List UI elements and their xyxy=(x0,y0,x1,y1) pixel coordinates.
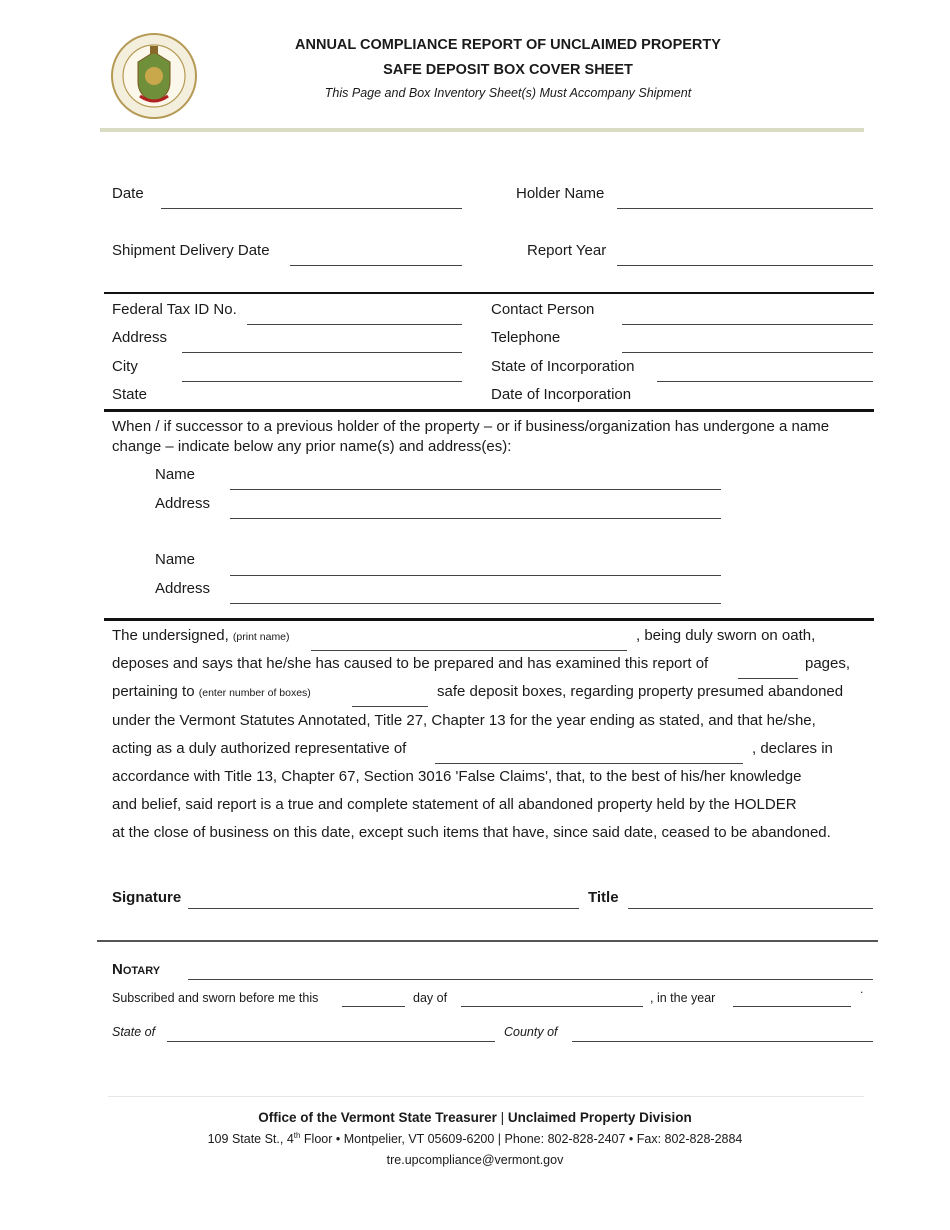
shipment-instruction: This Page and Box Inventory Sheet(s) Must Accompany Shipment xyxy=(324,86,692,100)
affidavit-sworn-text: , being duly sworn on oath, xyxy=(636,627,816,644)
signature-field[interactable] xyxy=(188,908,579,909)
city-field[interactable] xyxy=(182,381,462,382)
section-rule-2 xyxy=(104,409,874,412)
federal-tax-id-label: Federal Tax ID No. xyxy=(112,301,237,318)
footer-address-a: 109 State St., 4 xyxy=(207,1132,294,1147)
box-count-hint: (enter number of boxes) xyxy=(198,687,311,699)
footer-address-b: Floor • Montpelier, VT 05609-6200 | Phone: 802-828-2407 • Fax: 802-828-2884 xyxy=(300,1132,743,1147)
holder-name-label: Holder Name xyxy=(516,185,605,202)
prior-name-field-2[interactable] xyxy=(230,575,721,576)
title-label: Title xyxy=(588,889,619,906)
address-field[interactable] xyxy=(182,352,462,353)
pertaining-to-text: pertaining to xyxy=(112,683,195,700)
print-name-field[interactable] xyxy=(311,650,627,651)
signature-label: Signature xyxy=(112,889,182,906)
prior-address-label-1: Address xyxy=(155,495,211,512)
affidavit-line-2: deposes and says that he/she has caused to be prepared and has examined this report of xyxy=(112,655,709,672)
affidavit-line-3 xyxy=(112,683,311,700)
state-label: State xyxy=(112,386,148,403)
footer-office-line xyxy=(100,1110,850,1125)
shipment-delivery-date-label: Shipment Delivery Date xyxy=(112,242,270,259)
prior-name-label-2: Name xyxy=(155,551,196,568)
notary-seal-field[interactable] xyxy=(188,979,873,980)
footer-email[interactable]: tre.upcompliance@vermont.gov xyxy=(386,1153,564,1167)
affidavit-line-5: acting as a duly authorized representative of xyxy=(112,740,407,757)
city-label: City xyxy=(112,358,138,375)
notary-county-field[interactable] xyxy=(572,1041,873,1042)
notary-divider xyxy=(97,940,878,942)
section-rule-1 xyxy=(104,292,874,294)
federal-tax-id-field[interactable] xyxy=(247,324,462,325)
affidavit-line-1 xyxy=(112,627,290,644)
in-the-year-text: , in the year xyxy=(650,991,716,1005)
prior-address-field-2[interactable] xyxy=(230,603,721,604)
state-of-incorporation-label: State of Incorporation xyxy=(491,358,635,375)
notary-label: Notary xyxy=(112,961,161,978)
prior-name-field-1[interactable] xyxy=(230,489,721,490)
report-year-label: Report Year xyxy=(527,242,607,259)
footer-address-sup: th xyxy=(293,1131,301,1140)
county-of-label: County of xyxy=(504,1025,558,1039)
period-mark: . xyxy=(860,982,864,996)
footer-office: Office of the Vermont State Treasurer xyxy=(258,1110,497,1125)
affidavit-line-7: and belief, said report is a true and complete statement of all abandoned property held by the HOLDER xyxy=(112,796,797,813)
affidavit-line-8: at the close of business on this date, except such items that have, since said date, ceased to be abandoned. xyxy=(112,824,831,841)
state-of-label: State of xyxy=(112,1025,156,1039)
contact-person-field[interactable] xyxy=(622,324,873,325)
state-of-incorporation-field[interactable] xyxy=(657,381,873,382)
date-label: Date xyxy=(112,185,144,202)
notary-year-field[interactable] xyxy=(733,1006,851,1007)
telephone-label: Telephone xyxy=(491,329,561,346)
declares-in-text: , declares in xyxy=(752,740,833,757)
notary-state-field[interactable] xyxy=(167,1041,495,1042)
report-title: ANNUAL COMPLIANCE REPORT OF UNCLAIMED PROPERTY xyxy=(295,37,721,53)
report-subtitle: SAFE DEPOSIT BOX COVER SHEET xyxy=(383,62,633,78)
successor-instruction-2: change – indicate below any prior name(s) and address(es): xyxy=(112,438,512,455)
prior-name-label-1: Name xyxy=(155,466,196,483)
subscribed-text: Subscribed and sworn before me this xyxy=(112,991,319,1005)
prior-address-field-1[interactable] xyxy=(230,518,721,519)
telephone-field[interactable] xyxy=(622,352,873,353)
footer-division: Unclaimed Property Division xyxy=(507,1110,692,1125)
print-name-hint: (print name) xyxy=(232,631,290,643)
holder-name-field[interactable] xyxy=(617,208,873,209)
title-field[interactable] xyxy=(628,908,873,909)
shipment-delivery-date-field[interactable] xyxy=(290,265,462,266)
representative-of-field[interactable] xyxy=(435,763,743,764)
successor-instruction-1: When / if successor to a previous holder of the property – or if business/organization has undergone a name xyxy=(112,418,830,435)
section-rule-3 xyxy=(104,618,874,621)
box-count-field[interactable] xyxy=(352,706,428,707)
report-year-field[interactable] xyxy=(617,265,873,266)
date-field[interactable] xyxy=(161,208,462,209)
affidavit-line-4: under the Vermont Statutes Annotated, Title 27, Chapter 13 for the year ending as stated, and that he/she, xyxy=(112,712,816,729)
footer-address-line xyxy=(100,1131,850,1146)
day-of-text: day of xyxy=(413,991,448,1005)
pages-label: pages, xyxy=(805,655,851,672)
footer-separator: | xyxy=(500,1110,508,1125)
footer-divider xyxy=(108,1096,864,1097)
state-seal-logo xyxy=(110,32,198,120)
notary-day-field[interactable] xyxy=(342,1006,405,1007)
safe-deposit-text: safe deposit boxes, regarding property presumed abandoned xyxy=(437,683,844,700)
header-divider xyxy=(100,128,864,132)
pages-count-field[interactable] xyxy=(738,678,798,679)
date-of-incorporation-label: Date of Incorporation xyxy=(491,386,632,403)
affidavit-line-6: accordance with Title 13, Chapter 67, Section 3016 'False Claims', that, to the best of his/her knowledge xyxy=(112,768,802,785)
notary-month-field[interactable] xyxy=(461,1006,643,1007)
prior-address-label-2: Address xyxy=(155,580,211,597)
contact-person-label: Contact Person xyxy=(491,301,595,318)
affidavit-undersigned: The undersigned, xyxy=(112,627,229,644)
address-label: Address xyxy=(112,329,168,346)
